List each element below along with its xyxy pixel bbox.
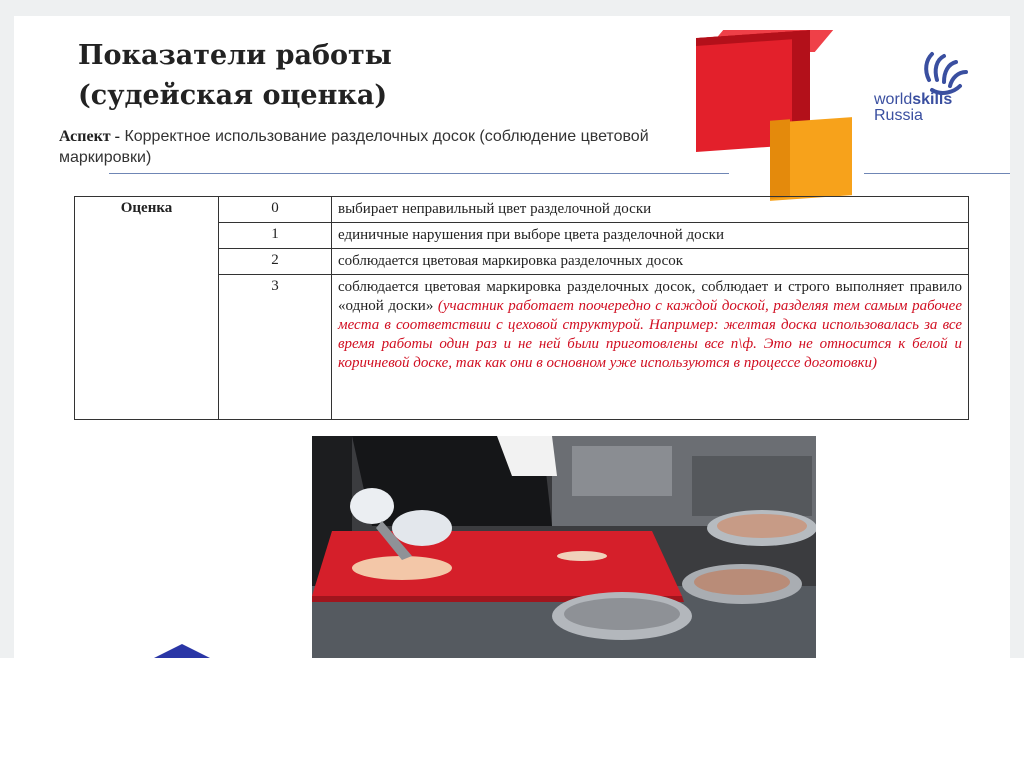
lower-blank-area [0,658,1024,767]
slide-title [78,36,392,116]
description-text: единичные нарушения при выборе цвета разделочной доски [338,227,724,243]
header-divider-right [864,173,1010,174]
score-label-cell: Оценка [75,197,219,420]
score-description [332,197,969,223]
brand-country: Russia [874,107,923,124]
score-description [332,223,969,249]
score-value: 3 [219,275,332,420]
worldskills-wordmark [874,92,952,124]
description-note: (участник работает поочередно с каждой доской, разделяя тем самым рабочее места в соответствии с цеховой структурой. Например: желтая доска использовалась за все время работы один раз и не ней были приготовлены все п\ф. Это не относится к белой и коричневой доске, так как они в основном уже используются в процессе доготовки) [338,298,962,371]
aspect-text [59,126,659,168]
score-description [332,249,969,275]
score-value: 0 [219,197,332,223]
score-value: 1 [219,223,332,249]
title-line-1: Показатели работы [78,40,392,71]
aspect-label: Аспект - [59,128,120,145]
slide [14,16,1010,658]
score-description [332,275,969,420]
score-value: 2 [219,249,332,275]
table-row [75,197,969,223]
scoring-table [74,196,969,420]
aspect-description: Корректное использование разделочных досок (соблюдение цветовой маркировки) [59,128,649,166]
header-divider-left [109,173,729,174]
brand-skills: skills [912,91,953,108]
title-line-2: (судейская оценка) [78,80,388,111]
brand-world: world [874,91,913,108]
decorative-blue-triangle [154,644,210,658]
cutting-board-photo [312,436,816,658]
description-text: соблюдается цветовая маркировка разделочных досок [338,253,684,269]
orange-cube-side [770,119,790,198]
description-text: соблюдается цветовая маркировка разделочных досок, соблюдает и строго выполняет правило «одной доски» [338,279,962,314]
description-text: выбирает неправильный цвет разделочной доски [338,201,652,217]
